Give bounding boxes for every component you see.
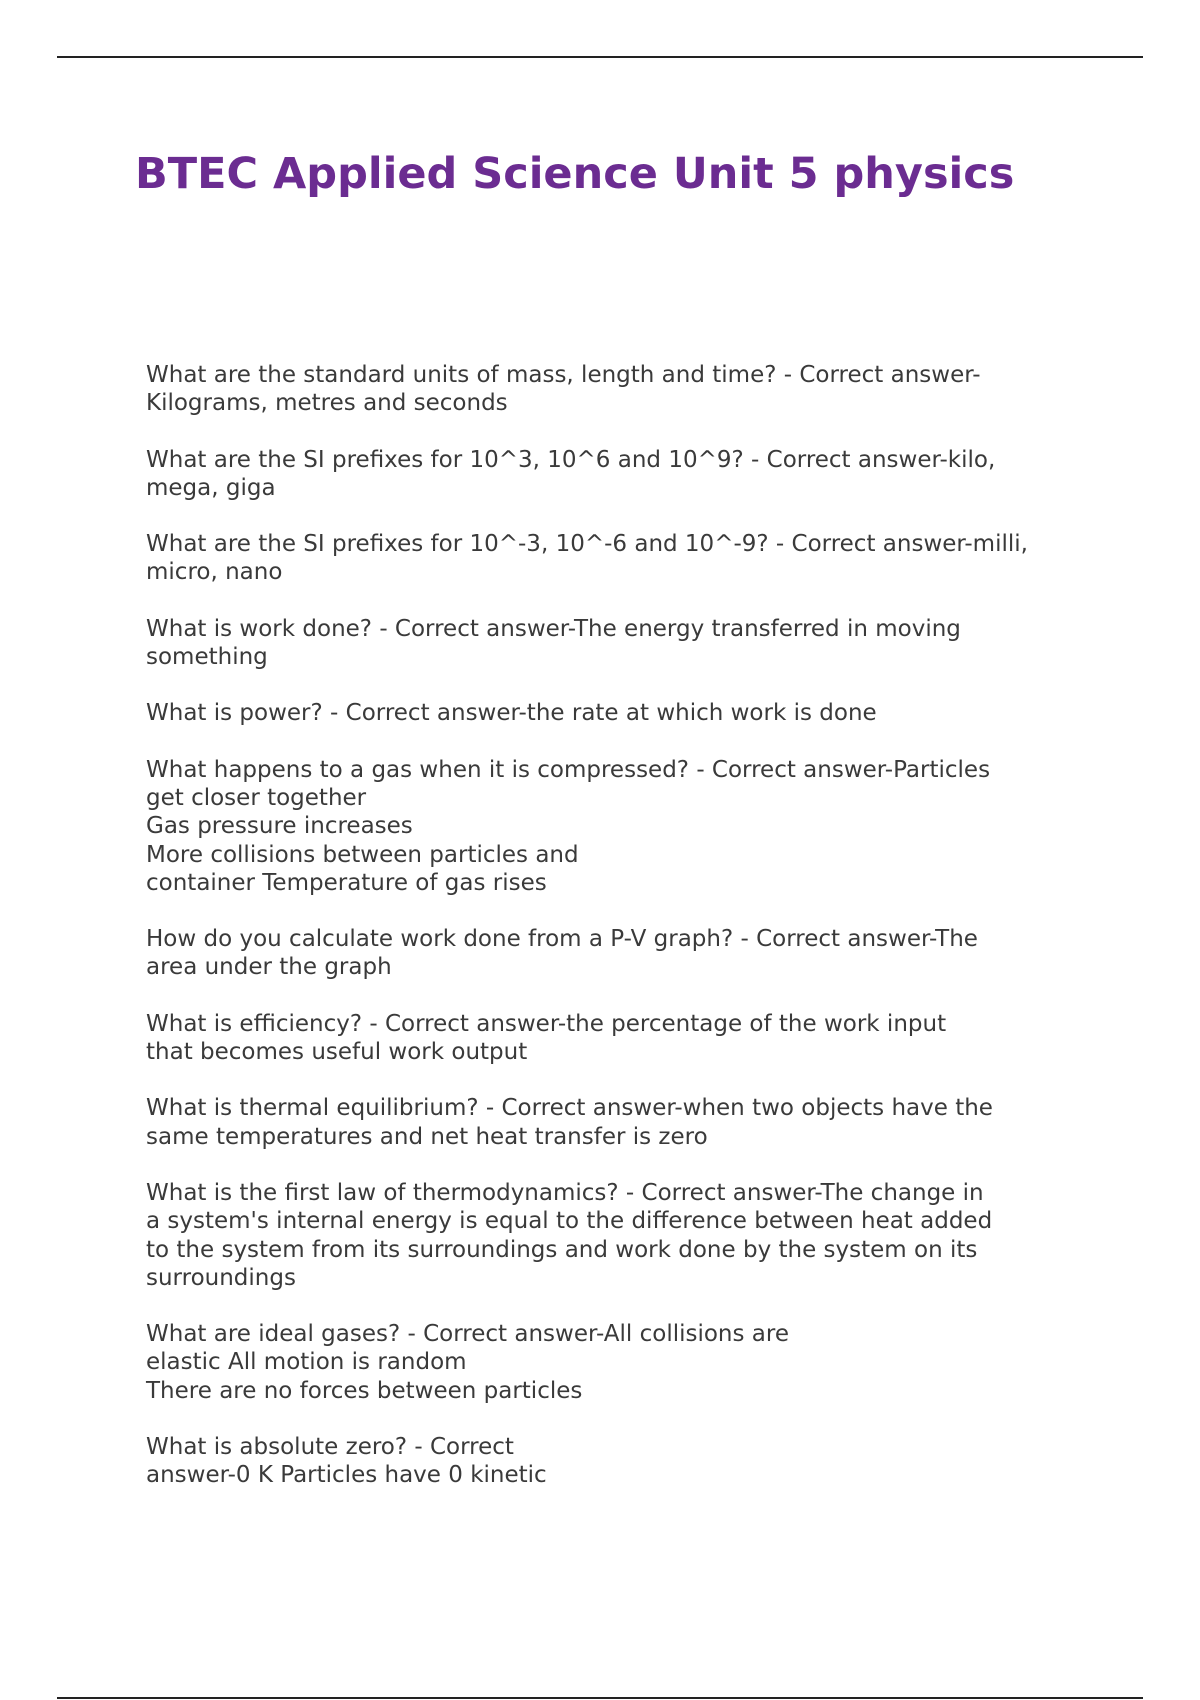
top-rule (57, 56, 1143, 58)
qa-item-prefixes-large: What are the SI prefixes for 10^3, 10^6 and 10^9? - Correct answer-kilo, mega, giga (146, 446, 996, 501)
qa-item-first-law: What is the first law of thermodynamics? - Correct answer-The change in a system's internal energy is equal to the difference between heat added to the system from its surroundings and work done by the system on its surroundings (146, 1179, 993, 1291)
qa-item-ideal-gases: What are ideal gases? - Correct answer-All collisions are elastic All motion is random There are no forces between particles (146, 1321, 790, 1404)
qa-item-pv-graph: How do you calculate work done from a P-V graph? - Correct answer-The area under the graph (146, 926, 978, 981)
document-title: BTEC Applied Science Unit 5 physics (135, 149, 1015, 199)
qa-list (146, 361, 1096, 1518)
qa-item-power: What is power? - Correct answer-the rate at which work is done (146, 700, 877, 727)
qa-item-prefixes-small: What are the SI prefixes for 10^-3, 10^-6 and 10^-9? - Correct answer-milli, micro, nano (146, 531, 1028, 586)
bottom-rule (57, 1697, 1143, 1699)
qa-item-work-done: What is work done? - Correct answer-The energy transferred in moving something (146, 615, 961, 671)
qa-item-absolute-zero: What is absolute zero? - Correct answer-0 K Particles have 0 kinetic (146, 1434, 547, 1489)
qa-item-units: What are the standard units of mass, length and time? - Correct answer- Kilograms, metres and seconds (146, 362, 981, 417)
qa-item-gas-compressed: What happens to a gas when it is compressed? - Correct answer-Particles get closer together Gas pressure increases More collisions between particles and container Temperature of gas rises (146, 756, 991, 896)
qa-item-efficiency: What is efficiency? - Correct answer-the percentage of the work input that becomes useful work output (146, 1010, 947, 1066)
qa-item-thermal-equilibrium: What is thermal equilibrium? - Correct answer-when two objects have the same temperatures and net heat transfer is zero (146, 1095, 993, 1150)
